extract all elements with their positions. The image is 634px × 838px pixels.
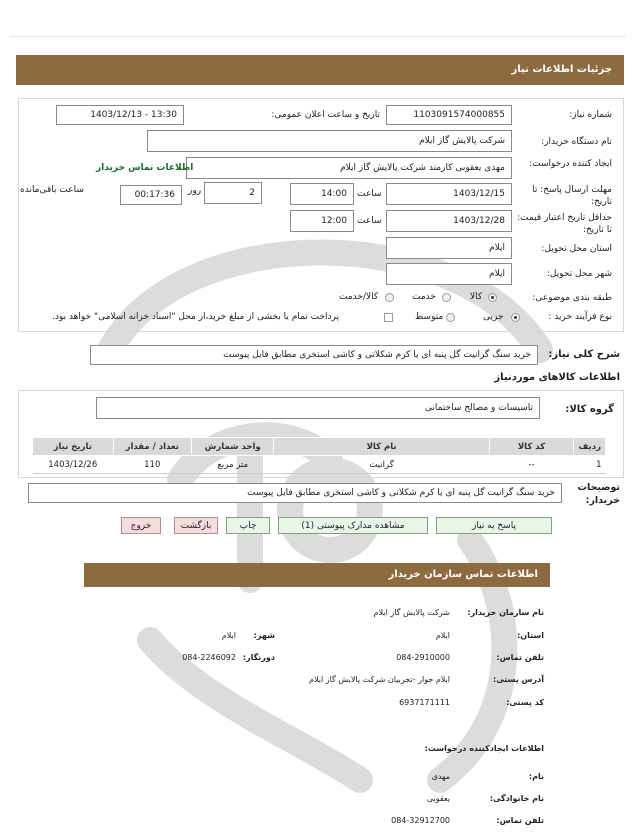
buyer-contact-link[interactable]: اطلاعات تماس خریدار — [96, 163, 194, 173]
buyer-notes-label: توضیحات خریدار: — [577, 482, 620, 506]
contact-province-label: استان: — [517, 631, 544, 640]
purchase-type-option-minor: جزیی — [483, 312, 504, 322]
validity-label: حداقل تاریخ اعتبار قیمت: تا تاریخ: — [517, 213, 612, 235]
contact-header-bar — [84, 563, 550, 587]
summary-field[interactable]: خرید سنگ گرانیت گل پنبه ای یا کرم شکلاتی و کاشی استخری مطابق فایل پیوست — [90, 345, 538, 365]
cell-code: -- — [489, 456, 574, 474]
remaining-time-label: ساعت باقی‌مانده — [20, 185, 84, 195]
creator-label: ایجاد کننده درخواست: — [529, 159, 612, 169]
creator-family-value: یعقوبی — [426, 794, 450, 803]
contact-org-label: نام سازمان خریدار: — [467, 608, 544, 617]
creator-field[interactable]: مهدی یعقوبی کارمند شرکت پالایش گاز ایلام — [186, 157, 512, 179]
contact-org-value: شرکت پالایش گاز ایلام — [373, 608, 450, 617]
goods-table — [32, 437, 606, 474]
goods-group-label: گروه کالا: — [565, 404, 614, 415]
purchase-type-radio-minor[interactable] — [511, 313, 520, 322]
category-option-service: خدمت — [412, 292, 436, 302]
deadline-time-field[interactable]: 14:00 — [290, 183, 354, 205]
creator-name-label: نام: — [528, 772, 544, 781]
city-field[interactable]: ایلام — [386, 263, 512, 285]
creator-family-label: نام خانوادگی: — [489, 794, 544, 803]
creator-phone-label: تلفن تماس: — [496, 816, 544, 825]
table-row[interactable] — [33, 456, 606, 474]
purchase-type-option-medium: متوسط — [415, 312, 444, 322]
contact-postal-value: 6937171111 — [399, 698, 450, 707]
contact-fax-label: دورنگار: — [242, 653, 275, 662]
treasury-payment-note: پرداخت تمام یا بخشی از مبلغ خرید،از محل "اسناد خزانه اسلامی" خواهد بود. — [52, 312, 340, 322]
exit-button[interactable]: خروج — [121, 517, 161, 534]
category-label: طبقه بندی موضوعی: — [532, 293, 612, 303]
creator-phone-value: 084-32912700 — [391, 816, 450, 825]
creator-name-value: مهدی — [431, 772, 450, 781]
cell-unit: متر مربع — [191, 456, 273, 474]
purchase-type-label: نوع فرآیند خرید : — [548, 312, 612, 322]
city-label: شهر محل تحویل: — [546, 269, 612, 279]
announce-date-field[interactable]: 1403/12/13 - 13:30 — [56, 105, 184, 125]
cell-name: گرانیت — [274, 456, 489, 474]
province-label: استان محل تحویل: — [541, 244, 612, 254]
buyer-org-label: نام دستگاه خریدار: — [541, 137, 612, 147]
province-field[interactable]: ایلام — [386, 237, 512, 259]
validity-date-field[interactable]: 1403/12/28 — [386, 210, 512, 232]
goods-section-title: اطلاعات کالاهای موردنیاز — [494, 372, 620, 383]
category-option-goods-service: کالا/خدمت — [339, 292, 379, 302]
buyer-org-field[interactable]: شرکت پالایش گاز ایلام — [147, 130, 512, 152]
category-radio-service[interactable] — [442, 293, 451, 302]
col-unit: واحد شمارش — [191, 438, 273, 456]
print-button[interactable]: چاپ — [226, 517, 270, 534]
contact-title: اطلاعات تماس سازمان خریدار — [388, 569, 538, 580]
deadline-date-field[interactable]: 1403/12/15 — [386, 183, 512, 205]
need-number-label: شماره نیاز: — [569, 110, 612, 120]
validity-time-label: ساعت — [357, 216, 382, 226]
buyer-notes-field[interactable]: خرید سنگ گرانیت گل پنبه ای یا کرم شکلاتی و کاشی استخری مطابق فایل پیوست — [28, 483, 562, 503]
page-title: جزئیات اطلاعات نیاز — [511, 64, 612, 75]
attachments-button[interactable]: مشاهده مدارک پیوستی (1) — [278, 517, 428, 534]
creator-info-title: اطلاعات ایجادکننده درخواست: — [424, 744, 544, 753]
page-header-bar — [16, 55, 624, 85]
cell-row: 1 — [574, 456, 606, 474]
validity-time-field[interactable]: 12:00 — [290, 210, 354, 232]
category-option-goods: کالا — [470, 292, 483, 302]
purchase-type-radio-medium[interactable] — [446, 313, 455, 322]
days-label: روز — [188, 186, 202, 196]
contact-fax-value: 084-2246092 — [182, 653, 236, 662]
cell-date: 1403/12/26 — [33, 456, 114, 474]
cell-qty: 110 — [113, 456, 191, 474]
deadline-label: مهلت ارسال پاسخ: تا تاریخ: — [532, 185, 612, 207]
top-divider — [10, 36, 626, 37]
summary-label: شرح کلی نیاز: — [548, 349, 620, 360]
category-radio-goods[interactable] — [488, 293, 497, 302]
goods-table-header — [33, 438, 606, 456]
treasury-payment-checkbox[interactable] — [384, 313, 393, 322]
col-date: تاریخ نیاز — [33, 438, 114, 456]
contact-address-value: ایلام جوار -تجربیان شرکت پالایش گاز ایلام — [309, 675, 450, 684]
col-code: کد کالا — [489, 438, 574, 456]
reply-button[interactable]: پاسخ به نیاز — [436, 517, 552, 534]
col-qty: تعداد / مقدار — [113, 438, 191, 456]
col-row: ردیف — [574, 438, 606, 456]
contact-address-label: آدرس پستی: — [493, 675, 544, 684]
days-field[interactable]: 2 — [204, 182, 262, 204]
category-radio-goods-service[interactable] — [385, 293, 394, 302]
contact-phone-value: 084-2910000 — [396, 653, 450, 662]
need-number-field[interactable]: 1103091574000855 — [386, 105, 512, 125]
contact-province-value: ایلام — [435, 631, 450, 640]
back-button[interactable]: بازگشت — [174, 517, 218, 534]
col-name: نام کالا — [274, 438, 489, 456]
contact-city-label: شهر: — [253, 631, 275, 640]
contact-phone-label: تلفن تماس: — [496, 653, 544, 662]
deadline-time-label: ساعت — [357, 189, 382, 199]
contact-city-value: ایلام — [221, 631, 236, 640]
remaining-time-field: 00:17:36 — [120, 185, 182, 205]
goods-group-field[interactable]: تاسیسات و مصالح ساختمانی — [96, 397, 540, 419]
announce-date-label: تاریخ و ساعت اعلان عمومی: — [271, 110, 380, 120]
contact-postal-label: کد پستی: — [506, 698, 544, 707]
